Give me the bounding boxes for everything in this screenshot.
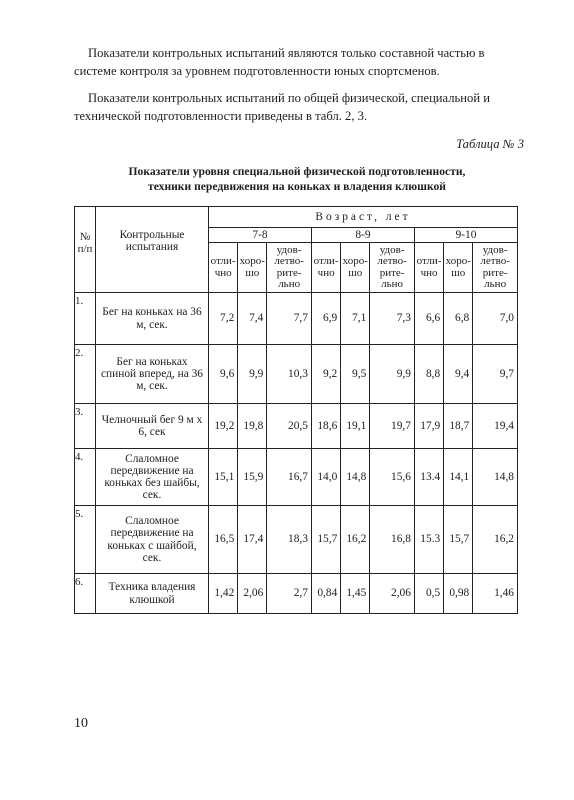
row-number: 4. xyxy=(75,449,96,506)
value-cell: 0,5 xyxy=(414,574,443,614)
row-number: 5. xyxy=(75,506,96,574)
value-cell: 2,06 xyxy=(238,574,267,614)
table-number: Таблица № 3 xyxy=(456,137,524,151)
test-name: Слаломное передвижение на коньках без шайбы, сек. xyxy=(96,449,209,506)
value-cell: 6,8 xyxy=(444,293,473,345)
value-cell: 16,8 xyxy=(370,506,415,574)
page-number: 10 xyxy=(74,716,88,731)
level-good: хоро-шо xyxy=(444,243,473,293)
value-cell: 1,42 xyxy=(209,574,238,614)
value-cell: 9,9 xyxy=(370,345,415,404)
test-name: Бег на коньках на 36 м, сек. xyxy=(96,293,209,345)
value-cell: 14,8 xyxy=(341,449,370,506)
value-cell: 15.3 xyxy=(414,506,443,574)
value-cell: 0,84 xyxy=(311,574,340,614)
level-excellent: отли-чно xyxy=(311,243,340,293)
table-row xyxy=(75,293,518,345)
value-cell: 7,7 xyxy=(267,293,312,345)
table-title xyxy=(74,164,520,194)
value-cell: 9,4 xyxy=(444,345,473,404)
value-cell: 9,6 xyxy=(209,345,238,404)
value-cell: 19,1 xyxy=(341,404,370,449)
row-number: 2. xyxy=(75,345,96,404)
value-cell: 15,9 xyxy=(238,449,267,506)
age-group-3: 9-10 xyxy=(414,228,517,243)
value-cell: 19,4 xyxy=(473,404,518,449)
value-cell: 2,7 xyxy=(267,574,312,614)
value-cell: 20,5 xyxy=(267,404,312,449)
value-cell: 17,9 xyxy=(414,404,443,449)
table-row xyxy=(75,345,518,404)
value-cell: 19,2 xyxy=(209,404,238,449)
paragraph-1: Показатели контрольных испытаний являются только составной частью в системе контроля за уровнем подготовленности юных спортсменов. xyxy=(74,46,485,78)
value-cell: 9,9 xyxy=(238,345,267,404)
level-excellent: отли-чно xyxy=(414,243,443,293)
value-cell: 9,2 xyxy=(311,345,340,404)
value-cell: 9,5 xyxy=(341,345,370,404)
row-number: 1. xyxy=(75,293,96,345)
value-cell: 15,7 xyxy=(311,506,340,574)
value-cell: 6,6 xyxy=(414,293,443,345)
value-cell: 19,7 xyxy=(370,404,415,449)
test-name: Челночный бег 9 м х 6, сек xyxy=(96,404,209,449)
level-excellent: отли-чно xyxy=(209,243,238,293)
value-cell: 10,3 xyxy=(267,345,312,404)
table-row xyxy=(75,449,518,506)
value-cell: 18,3 xyxy=(267,506,312,574)
value-cell: 14,1 xyxy=(444,449,473,506)
value-cell: 6,9 xyxy=(311,293,340,345)
results-table xyxy=(74,206,518,614)
table-title-line-1: Показатели уровня специальной физической подготовленности, xyxy=(128,165,466,178)
value-cell: 18,6 xyxy=(311,404,340,449)
test-name: Бег на коньках спиной вперед, на 36 м, сек. xyxy=(96,345,209,404)
age-group-2: 8-9 xyxy=(311,228,414,243)
value-cell: 2,06 xyxy=(370,574,415,614)
level-good: хоро-шо xyxy=(341,243,370,293)
header-age: Возраст, лет xyxy=(209,207,518,228)
value-cell: 16,7 xyxy=(267,449,312,506)
value-cell: 8,8 xyxy=(414,345,443,404)
row-number: 3. xyxy=(75,404,96,449)
value-cell: 16,2 xyxy=(473,506,518,574)
paragraph-2: Показатели контрольных испытаний по общей физической, специальной и технической подготовленности приведены в табл. 2, 3. xyxy=(74,91,490,123)
header-test: Контрольные испытания xyxy=(96,207,209,293)
value-cell: 7,4 xyxy=(238,293,267,345)
value-cell: 0,98 xyxy=(444,574,473,614)
level-satisfactory: удов-летво-рите-льно xyxy=(267,243,312,293)
level-satisfactory: удов-летво-рите-льно xyxy=(473,243,518,293)
value-cell: 9,7 xyxy=(473,345,518,404)
table-row xyxy=(75,574,518,614)
header-number: № п/п xyxy=(75,207,96,293)
age-group-1: 7-8 xyxy=(209,228,312,243)
value-cell: 13.4 xyxy=(414,449,443,506)
value-cell: 15,7 xyxy=(444,506,473,574)
value-cell: 15,1 xyxy=(209,449,238,506)
value-cell: 19,8 xyxy=(238,404,267,449)
value-cell: 15,6 xyxy=(370,449,415,506)
test-name: Слаломное передвижение на коньках с шайбой, сек. xyxy=(96,506,209,574)
value-cell: 7,2 xyxy=(209,293,238,345)
value-cell: 7,0 xyxy=(473,293,518,345)
table-row xyxy=(75,506,518,574)
value-cell: 1,45 xyxy=(341,574,370,614)
level-satisfactory: удов-летво-рите-льно xyxy=(370,243,415,293)
value-cell: 18,7 xyxy=(444,404,473,449)
table-row xyxy=(75,404,518,449)
value-cell: 14,0 xyxy=(311,449,340,506)
level-good: хоро-шо xyxy=(238,243,267,293)
value-cell: 17,4 xyxy=(238,506,267,574)
value-cell: 7,1 xyxy=(341,293,370,345)
value-cell: 7,3 xyxy=(370,293,415,345)
value-cell: 14,8 xyxy=(473,449,518,506)
test-name: Техника владения клюшкой xyxy=(96,574,209,614)
value-cell: 16,2 xyxy=(341,506,370,574)
table-title-line-2: техники передвижения на коньках и владения клюшкой xyxy=(148,180,446,193)
value-cell: 16,5 xyxy=(209,506,238,574)
value-cell: 1,46 xyxy=(473,574,518,614)
row-number: 6. xyxy=(75,574,96,614)
